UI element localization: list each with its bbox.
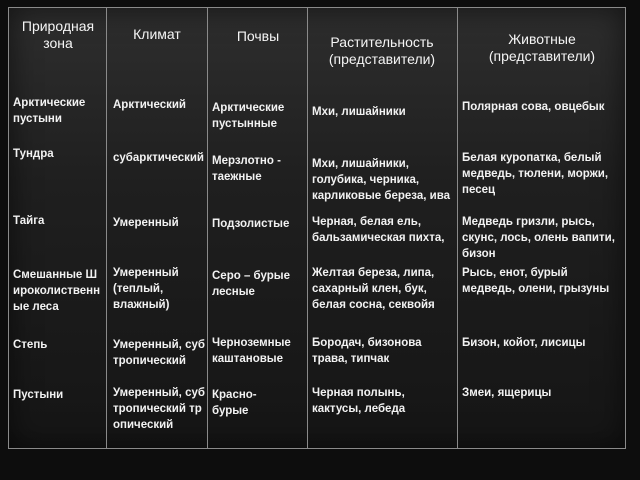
column-divider (207, 8, 208, 448)
row-5-climate: Умеренный, субтропический (113, 339, 205, 367)
row-1-soils: Арктические пустынные (212, 102, 285, 130)
row-5-zone: Степь (13, 339, 48, 351)
row-6-zone: Пустыни (13, 389, 64, 401)
row-4-animals: Рысь, енот, бурый медведь, олени, грызуны (462, 267, 610, 295)
header-climate: Климат (133, 26, 181, 42)
row-5-animals: Бизон, койот, лисицы (462, 337, 586, 349)
row-3-animals: Медведь гризли, рысь, скунс, лось, олень вапити, бизон (462, 216, 615, 260)
row-3-zone: Тайга (13, 215, 45, 227)
row-4-climate: Умеренный (теплый, влажный) (113, 267, 179, 311)
row-6-soils: Красно-бурые (212, 389, 257, 417)
row-2-climate: субарктический (113, 152, 204, 164)
header-vegetation: Растительность (представители) (328, 34, 436, 68)
row-1-climate: Арктический (113, 99, 186, 111)
row-3-soils: Подзолистые (212, 218, 290, 230)
row-4-soils: Серо – бурые лесные (212, 270, 290, 298)
row-1-animals: Полярная сова, овцебык (462, 101, 605, 113)
row-2-soils: Мерзлотно - таежные (212, 155, 281, 183)
row-3-climate: Умеренный (113, 217, 179, 229)
header-soils: Почвы (236, 28, 280, 44)
header-animals: Животные (представители) (488, 31, 596, 65)
row-6-climate: Умеренный, субтропический тропический (113, 387, 205, 431)
row-1-zone: Арктические пустыни (13, 97, 86, 125)
row-3-vegetation: Черная, белая ель, бальзамическая пихта, (312, 216, 445, 244)
row-2-vegetation: Мхи, лишайники, голубика, черника, карликовые береза, ива (312, 158, 451, 202)
row-5-soils: Черноземные каштановые (212, 337, 291, 365)
row-6-vegetation: Черная полынь, кактусы, лебеда (312, 387, 406, 415)
column-divider (106, 8, 107, 448)
row-2-zone: Тундра (13, 148, 54, 160)
zones-table (8, 7, 626, 449)
column-divider (307, 8, 308, 448)
row-6-animals: Змеи, ящерицы (462, 387, 552, 399)
row-2-animals: Белая куропатка, белый медведь, тюлени, моржи, песец (462, 152, 609, 196)
row-1-vegetation: Мхи, лишайники (312, 106, 406, 118)
row-4-vegetation: Желтая береза, липа, сахарный клен, бук, белая сосна, секвойя (312, 267, 435, 311)
row-5-vegetation: Бородач, бизонова трава, типчак (312, 337, 422, 365)
row-4-zone: Смешанные Широколиственные леса (13, 269, 101, 313)
header-zone: Природная зона (21, 18, 95, 52)
column-divider (457, 8, 458, 448)
